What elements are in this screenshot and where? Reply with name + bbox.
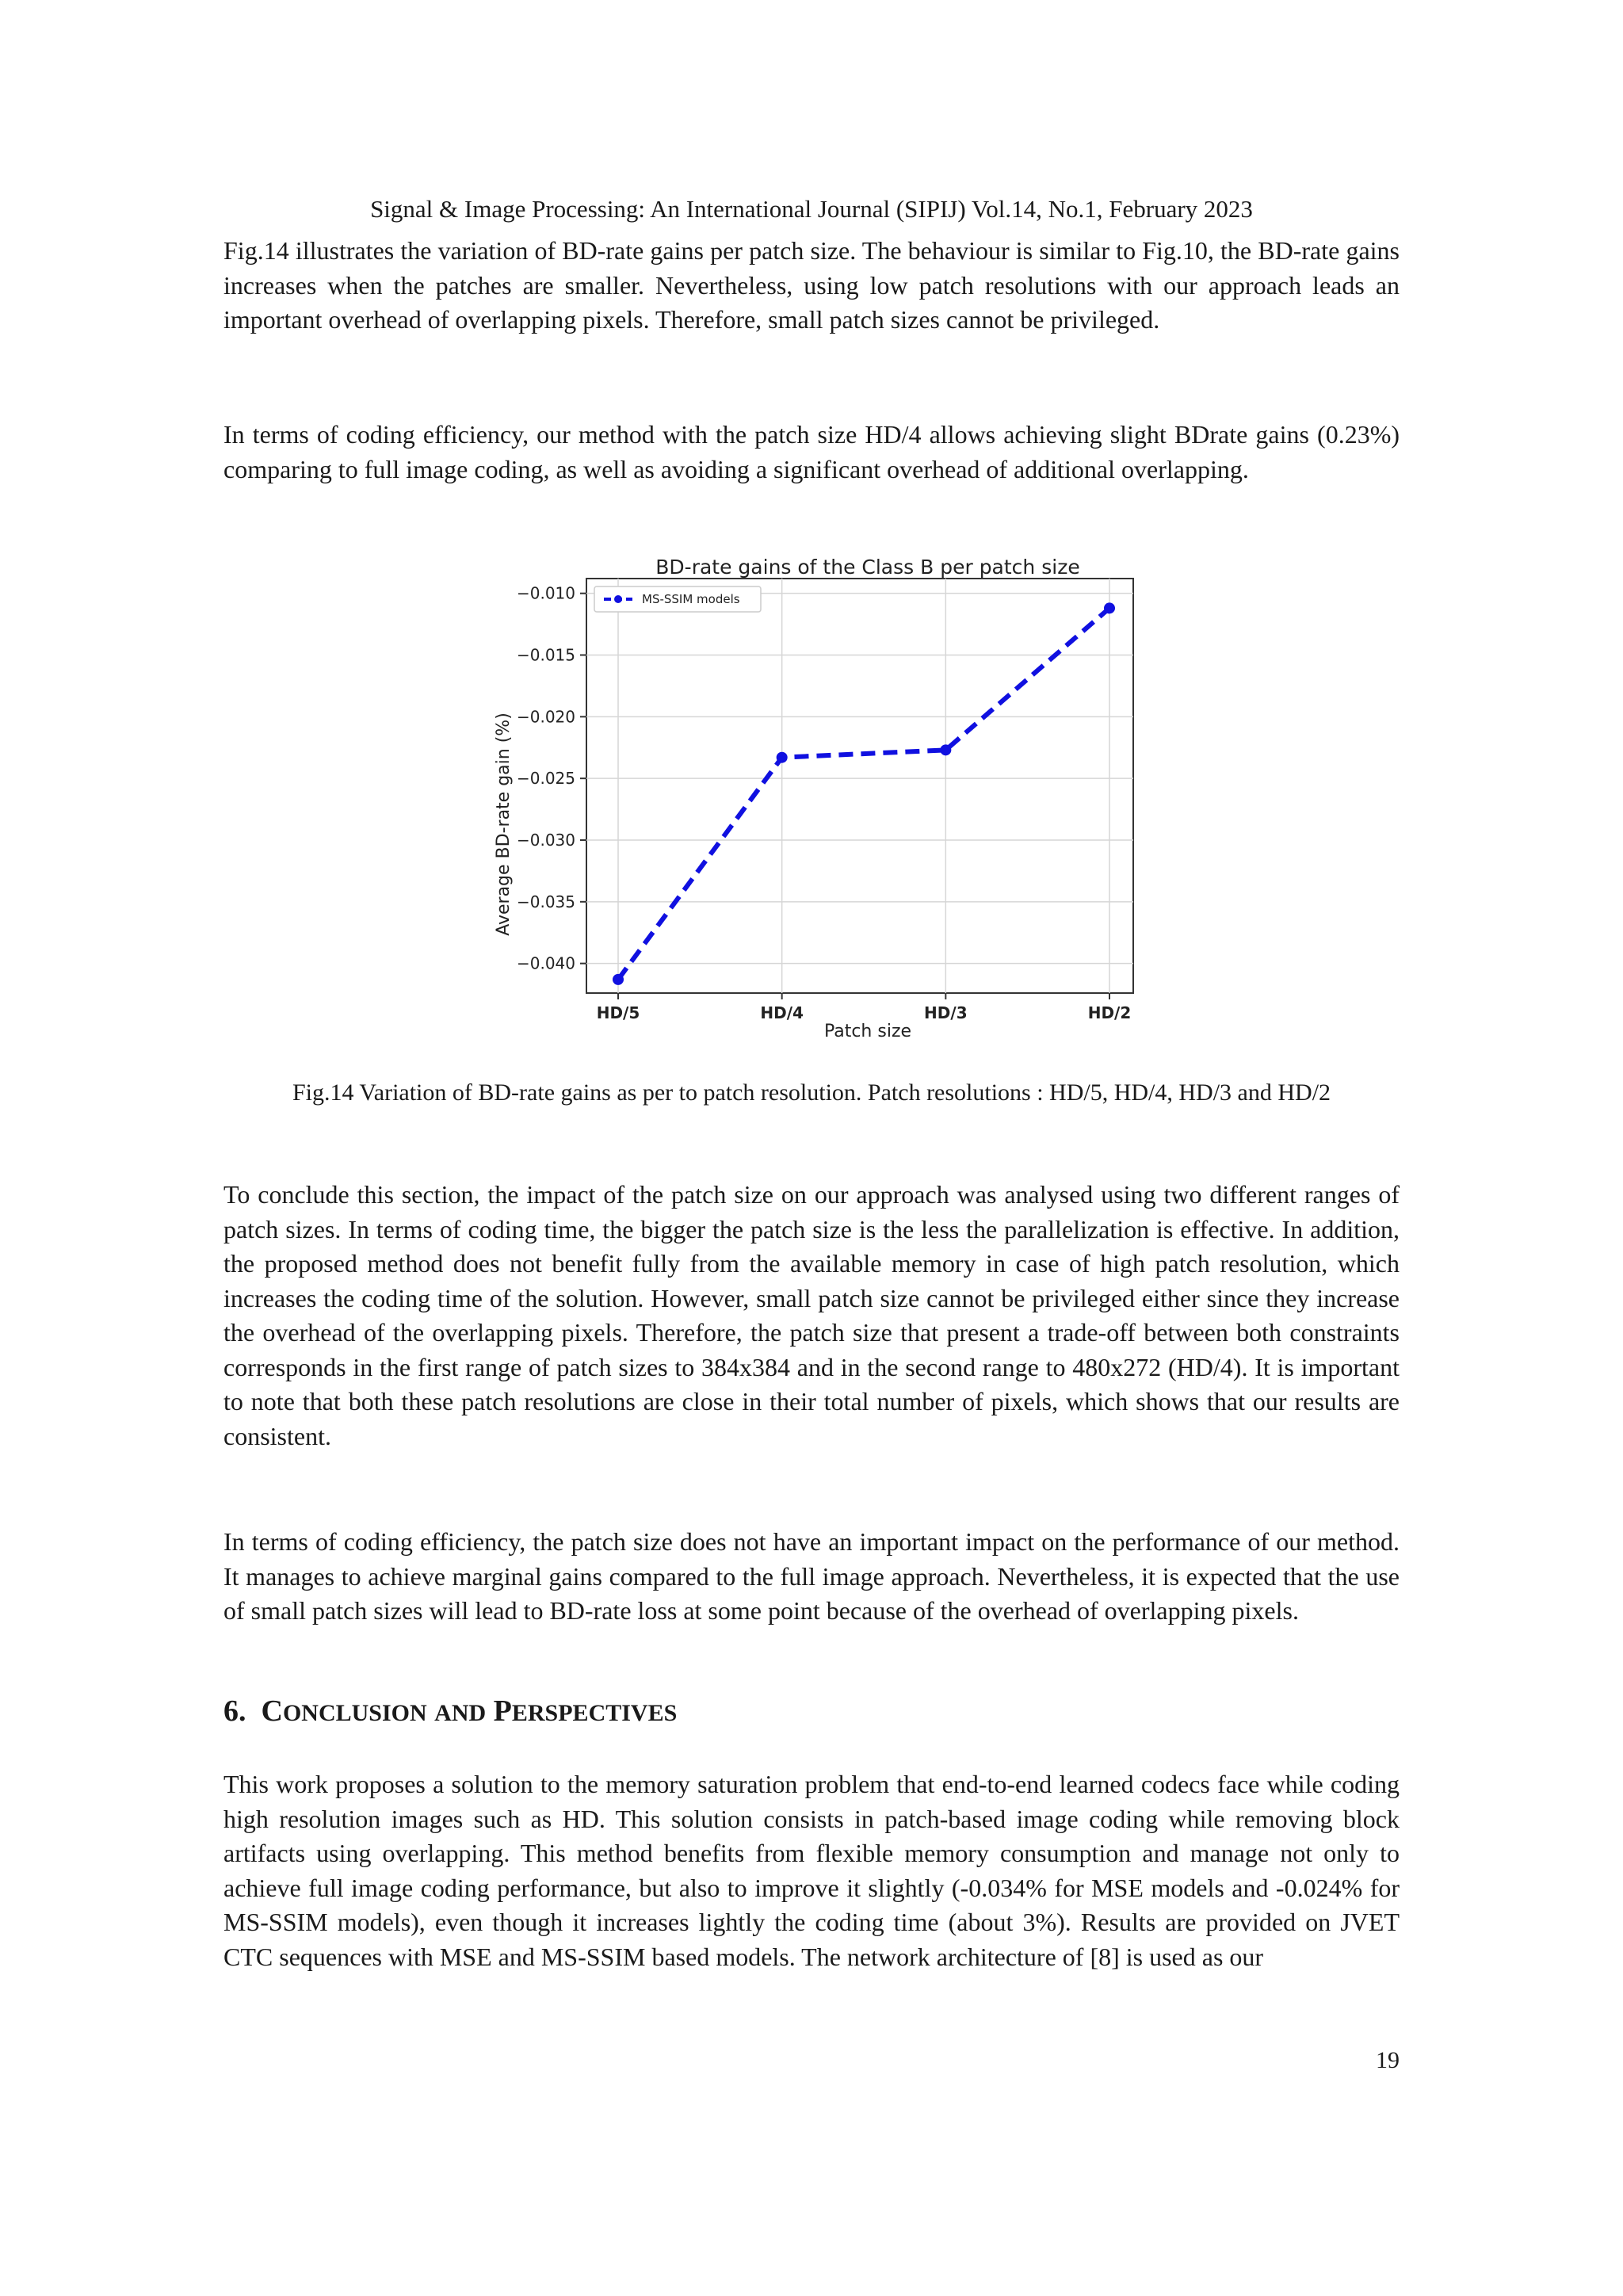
paragraph-coding-efficiency: In terms of coding efficiency, our method with the patch size HD/4 allows achieving slight BDrate gains (0.23%) comparing to full image coding, as well as avoiding a significant overhead of additional overlapping. xyxy=(223,420,1400,483)
data-point xyxy=(1104,602,1115,613)
y-axis-label: Average BD-rate gain (%) xyxy=(494,712,514,936)
running-header: Signal & Image Processing: An International Journal (SIPIJ) Vol.14, No.1, February 2023 xyxy=(370,195,1253,223)
paragraph-coding-efficiency-impact: In terms of coding efficiency, the patch size does not have an important impact on the performance of our method. It manages to achieve marginal gains compared to the full image approach. Nevertheless, it is expected that the use of small patch sizes will lead to BD-rate loss at some point because of the overhead of overlapping pixels. xyxy=(223,1527,1400,1625)
plot-frame xyxy=(586,579,1133,993)
x-tick-label: HD/3 xyxy=(924,1003,968,1022)
y-tick-label: −0.015 xyxy=(516,645,575,665)
grid-lines xyxy=(586,579,1133,993)
figure-caption: Fig.14 Variation of BD-rate gains as per to patch resolution. Patch resolutions : HD/5, HD/4, HD/3 and HD/2 xyxy=(292,1079,1331,1106)
y-axis-ticks xyxy=(517,584,586,973)
data-point xyxy=(613,974,624,985)
legend-marker xyxy=(614,595,622,603)
chart-title: BD-rate gains of the Class B per patch size xyxy=(655,556,1080,579)
paragraph-conclusion-body: This work proposes a solution to the memory saturation problem that end-to-end learned codecs face while coding high resolution images such as HD. This solution consists in patch-based image coding while removing block artifacts using overlapping. This method benefits from flexible memory consumption and manage not only to achieve full image coding performance, but also to improve it slightly (-0.034% for MSE models and -0.024% for MS-SSIM models), even though it increases lightly the coding time (about 3%). Results are provided on JVET CTC sequences with MSE and MS-SSIM based models. The network architecture of [8] is used as our xyxy=(223,1770,1400,1971)
x-tick-label: HD/4 xyxy=(760,1003,804,1022)
y-tick-label: −0.020 xyxy=(516,707,575,727)
x-axis-ticks xyxy=(597,993,1132,1022)
paragraph-conclusion-section: To conclude this section, the impact of the patch size on our approach was analysed using two different ranges of patch sizes. In terms of coding time, the bigger the patch size is the less the parallelization is effective. In addition, the proposed method does not benefit fully from the available memory in case of high patch resolution, which increases the coding time of the solution. However, small patch size cannot be privileged either since they increase the overhead of the overlapping pixels. Therefore, the patch size that present a trade-off between both constraints corresponds in the first range of patch sizes to 384x384 and in the second range to 480x272 (HD/4). It is important to note that both these patch resolutions are close in their total number of pixels, which shows that our results are consistent. xyxy=(223,1180,1400,1450)
page-number: 19 xyxy=(1376,2047,1400,2073)
legend-label: MS-SSIM models xyxy=(642,592,740,606)
chart-legend xyxy=(594,586,761,612)
y-tick-label: −0.040 xyxy=(516,953,575,973)
y-tick-label: −0.035 xyxy=(516,892,575,911)
bd-rate-line-chart xyxy=(475,547,1157,1054)
y-tick-label: −0.030 xyxy=(516,830,575,850)
x-tick-label: HD/5 xyxy=(596,1003,640,1022)
x-tick-label: HD/2 xyxy=(1087,1003,1132,1022)
data-point xyxy=(940,744,951,755)
section-heading: 6. CONCLUSION AND PERSPECTIVES xyxy=(223,1694,678,1728)
paragraph-fig14-description: Fig.14 illustrates the variation of BD-rate gains per patch size. The behaviour is similar to Fig.10, the BD-rate gains increases when the patches are smaller. Nevertheless, using low patch resolutions with our approach leads an important overhead of overlapping pixels. Therefore, small patch sizes cannot be privileged. xyxy=(223,236,1400,334)
series-ms-ssim-models xyxy=(613,602,1115,985)
y-tick-label: −0.025 xyxy=(516,769,575,789)
series-line xyxy=(618,608,1109,980)
section-number: 6. xyxy=(223,1694,246,1728)
x-axis-label: Patch size xyxy=(823,1022,912,1041)
data-point xyxy=(777,752,788,763)
y-tick-label: −0.010 xyxy=(516,583,575,603)
